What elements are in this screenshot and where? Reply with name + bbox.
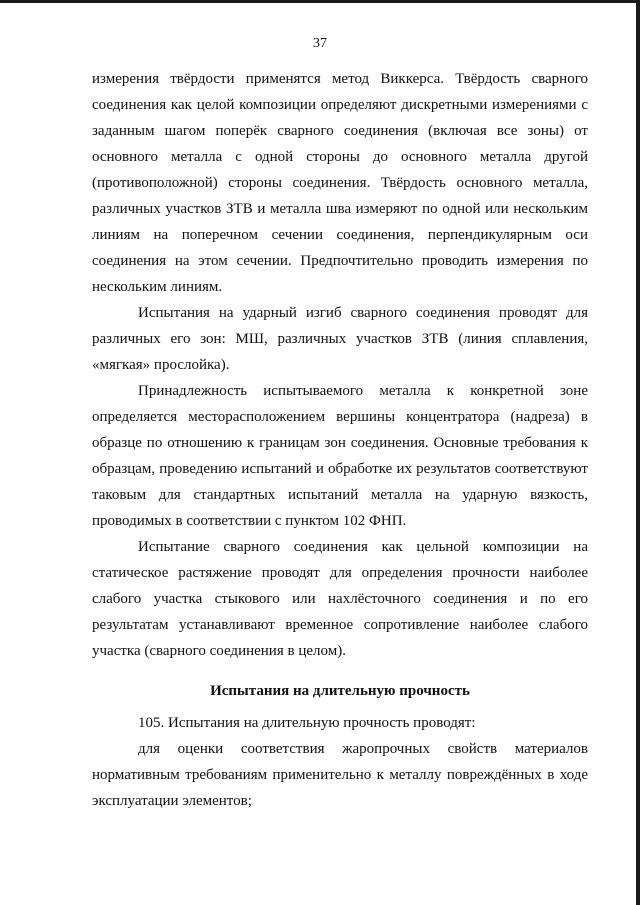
section-heading: Испытания на длительную прочность (210, 683, 470, 699)
paragraph-item-105: 105. Испытания на длительную прочность проводят: (138, 715, 476, 731)
scan-border-right (636, 0, 640, 905)
paragraph-impact-bending: Испытания на ударный изгиб сварного соединения проводят для различных его зон: МШ, различных участков ЗТВ (линия сплавления, «мягкая» прослойка). (92, 305, 588, 373)
scan-border-top (0, 0, 640, 3)
paragraph-zone-belonging: Принадлежность испытываемого металла к конкретной зоне определяется месторасположением вершины концентратора (надреза) в образце по отношению к границам зон соединения. Основные требования к образцам, проведению испытаний и обработке их результатов соответствуют таковым для стандартных испытаний металла на ударную вязкость, проводимых в соответствии с пунктом 102 ФНП. (92, 383, 588, 529)
document-body (92, 66, 588, 814)
paragraph-item-purpose: для оценки соответствия жаропрочных свойств материалов нормативным требованиям применительно к металлу повреждённых в ходе эксплуатации элементов; (92, 741, 588, 809)
page-number: 37 (313, 36, 327, 51)
paragraph-static-tension: Испытание сварного соединения как цельной композиции на статическое растяжение проводят для определения прочности наиболее слабого участка стыкового или нахлёсточного соединения и по его результатам устанавливают временное сопротивление наиболее слабого участка (сварного соединения в целом). (92, 539, 588, 659)
paragraph-hardness-continuation: измерения твёрдости применятся метод Виккерса. Твёрдость сварного соединения как целой композиции определяют дискретными измерениями с заданным шагом поперёк сварного соединения (включая все зоны) от основного металла с одной стороны до основного металла другой (противоположной) стороны соединения. Твёрдость основного металла, различных участков ЗТВ и металла шва измеряют по одной или нескольким линиям на поперечном сечении соединения, перпендикулярным оси соединения на этом сечении. Предпочтительно проводить измерения по нескольким линиям. (92, 71, 588, 295)
